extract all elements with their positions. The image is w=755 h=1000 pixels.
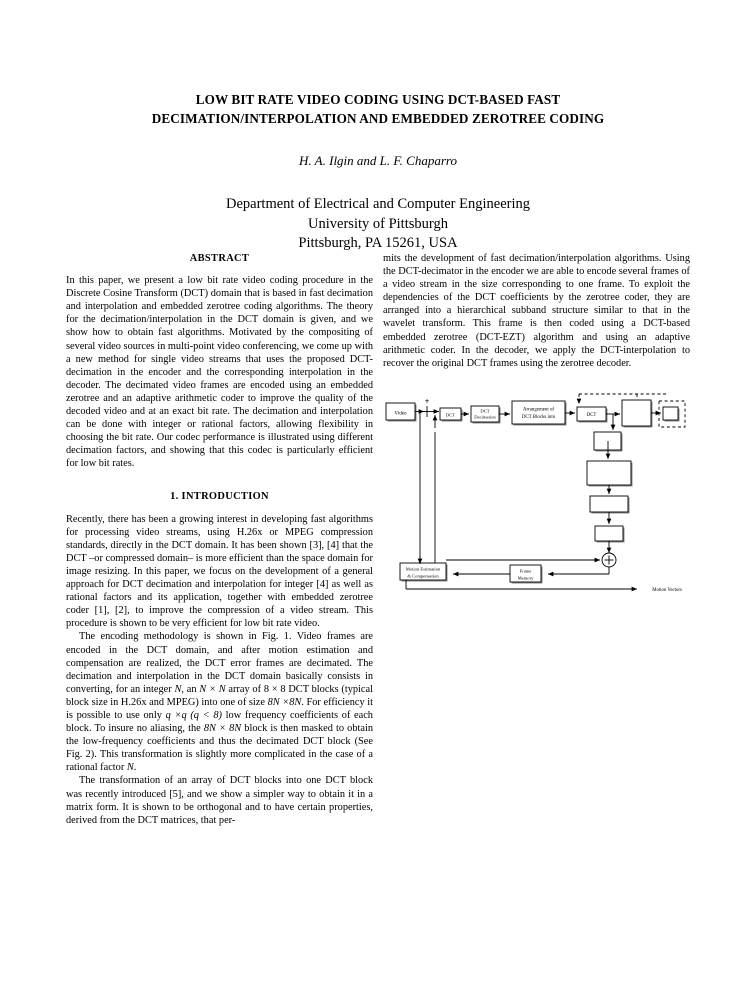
- fig-label-frame-memory-1: Frame: [519, 568, 532, 574]
- title-line-1: LOW BIT RATE VIDEO CODING USING DCT-BASED FAST: [195, 92, 561, 107]
- fig-label-dct-decimation-1: DCT: [480, 408, 490, 414]
- intro-paragraph-1: Recently, there has been a growing interest in developing fast algorithms for processing video streams, using H.26x or MPEG compression standards, directly in the DCT domain. It has been shown [3], [4] that the DCT –or compressed domain– is more efficient than the space domain for image resizing. In this paper, we focus on the development of a general approach for DCT decimation and interpolation for integer [4] as well as rational factors and its application, together with embedded zerotree coder [1], [2], to improve the compression of a video stream. This procedure is shown to be very efficient for low bit rate video.: [66, 513, 373, 630]
- math-N-2: N: [126, 762, 134, 774]
- p2-seg-g: block is then masked to obtain the low-frequency coefficients and thus the decimated DCT block (See Fig. 2). This transformation is slightly more complicated in the case of a rational factor: [66, 723, 374, 774]
- fig-label-frame-memory-2: Memory: [517, 575, 534, 581]
- figure-1-block-diagram: [383, 388, 690, 600]
- intro-paragraph-2: [66, 630, 373, 774]
- fig-label-dct-2: DCT: [586, 413, 597, 418]
- affiliation-line-2: University of Pittsburgh: [308, 215, 448, 232]
- fig-label-motion-estimation-2: & Compensation: [407, 573, 439, 579]
- abstract-heading: ABSTRACT: [189, 253, 250, 264]
- math-q-by-q: q ×q (q < 8): [165, 710, 222, 721]
- math-8N-by-8N-2: 8N × 8N: [203, 723, 242, 735]
- p2-seg-h: .: [133, 762, 137, 774]
- left-column: [66, 252, 373, 827]
- fig-label-video: Video: [394, 410, 407, 417]
- math-N-1: N: [174, 683, 182, 695]
- fig-label-arrangement-2: DCT Blocks into: [521, 414, 556, 420]
- fig-label-arrangement-1: Arrangement of: [522, 407, 555, 413]
- title-line-2: DECIMATION/INTERPOLATION AND EMBEDDED ZEROTREE CODING: [151, 111, 605, 126]
- math-8N-by-8N-1: 8N ×8N: [267, 696, 302, 708]
- fig-label-motion-estimation-1: Motion Estimation: [405, 566, 441, 572]
- fig-label-motion-vectors: Motion Vectors: [652, 588, 682, 593]
- right-paragraph-1: mits the development of fast decimation/interpolation algorithms. Using the DCT-decimator in the encoder we are able to encode several frames of a video stream in the size corresponding to one frame. To exploit the dependencies of the DCT coefficients by the zerotree coder, they are arranged into a hierarchical subband structure similar to that in the wavelet transform. This frame is then coded using a DCT-based embedded zerotree (DCT-EZT) algorithm and using an adaptive arithmetic coder. In the decoder, we apply the DCT-interpolation to recover the original DCT frames using the zerotree decoder.: [383, 253, 690, 369]
- p2-seg-d: DCT blocks (typical block size in H.26x and MPEG) into one of size: [66, 683, 373, 708]
- fig-label-plus-sign: +: [424, 397, 430, 406]
- right-column: [383, 252, 690, 370]
- intro-paragraph-3: The transformation of an array of DCT blocks into one DCT block was recently introduced [5], and we show a simpler way to obtain it in a matrix form. It is shown to be orthogonal and to have certain properties, derived from the DCT matrices, that per-: [66, 775, 373, 826]
- p2-seg-f: low frequency coefficients of each block. To insure no aliasing, the: [66, 710, 373, 735]
- figure-canvas: [383, 388, 690, 600]
- p2-seg-c: array of: [225, 683, 264, 695]
- introduction-heading: 1. INTRODUCTION: [170, 490, 269, 502]
- math-8x8: 8 × 8: [263, 683, 286, 695]
- fig-label-dct-1: DCT: [445, 412, 456, 418]
- p2-seg-a: The encoding methodology is shown in Fig. 1. Video frames are encoded in the DCT domain, and after motion estimation and compensation are realized, the DCT error frames are decimated. The decimation and interpolation in the DCT domain basically consists in converting, for an integer: [66, 631, 373, 695]
- fig-label-dct-decimation-2: Decimation: [474, 414, 496, 420]
- p2-seg-e: . For efficiency it is possible to use only: [66, 696, 373, 721]
- page-title: [66, 90, 690, 128]
- abstract-body: In this paper, we present a low bit rate video coding procedure in the Discrete Cosine Transform (DCT) domain that is based in fast decimation and interpolation and embedded zerotree coding algorithms. The theory for the decimation/interpolation in the DCT domain is given, and we show how to obtain fast algorithms. Motivated by the compositing of several video sources in multi-point video conferencing, we come up with a new method for single video streams that uses the proposed DCT-decimation in the encoder and the corresponding interpolation in the decoder. The decimated video frames are encoded using an embedded zerotree and an adaptive arithmetic coder to improve the quality of the decoded video and at an exact bit rate. The decimation and interpolation can be done with integer or rational factors, allowing flexibility in choosing the bit rate. Our codec performance is illustrated using different decimation factors, and showing that this codec is particularly efficient for low bit rates.: [66, 275, 373, 470]
- affiliation: [66, 195, 690, 254]
- affiliation-line-3: Pittsburgh, PA 15261, USA: [298, 235, 458, 251]
- author-list: H. A. Ilgin and L. F. Chaparro: [299, 153, 457, 168]
- affiliation-line-1: Department of Electrical and Computer Engineering: [226, 196, 530, 212]
- p2-seg-b: , an: [181, 683, 200, 695]
- math-NxN: N × N: [199, 683, 226, 695]
- paper-header: [66, 90, 690, 254]
